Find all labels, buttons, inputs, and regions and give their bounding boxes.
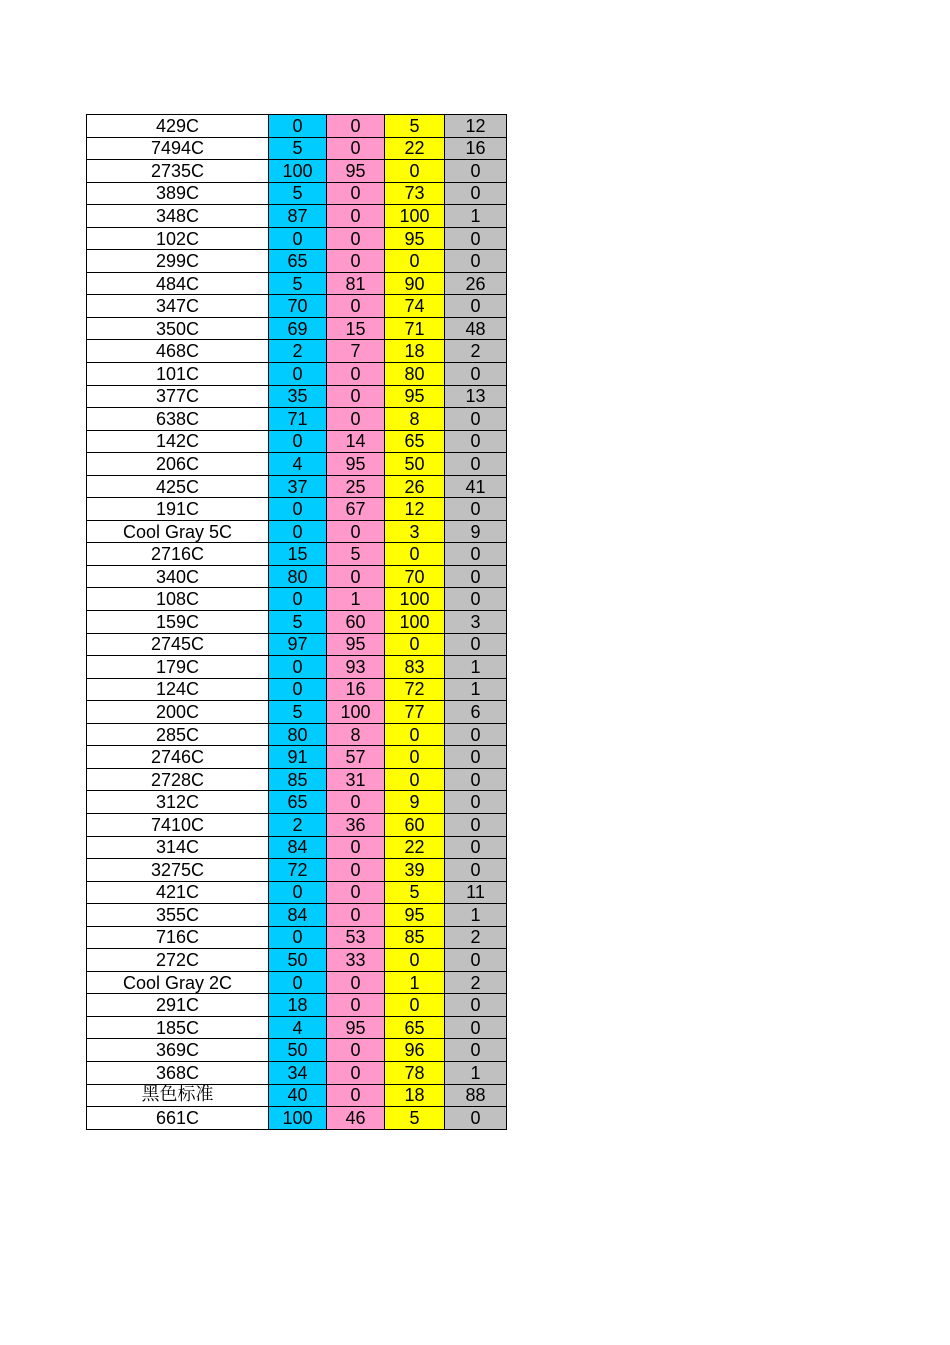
- black-value-cell: 0: [445, 723, 507, 746]
- table-row: [87, 1061, 507, 1084]
- color-name-cell: 2716C: [87, 543, 269, 566]
- yellow-value-cell: 60: [385, 813, 445, 836]
- magenta-value-cell: 0: [327, 363, 385, 386]
- cyan-value-cell: 5: [269, 611, 327, 634]
- color-name-cell: 191C: [87, 498, 269, 521]
- magenta-value-cell: 0: [327, 791, 385, 814]
- color-name-cell: 468C: [87, 340, 269, 363]
- table-row: [87, 498, 507, 521]
- yellow-value-cell: 0: [385, 746, 445, 769]
- yellow-value-cell: 72: [385, 678, 445, 701]
- yellow-value-cell: 0: [385, 160, 445, 183]
- yellow-value-cell: 0: [385, 250, 445, 273]
- table-row: [87, 160, 507, 183]
- yellow-value-cell: 95: [385, 385, 445, 408]
- cyan-value-cell: 70: [269, 295, 327, 318]
- color-name-cell: 484C: [87, 272, 269, 295]
- cyan-value-cell: 97: [269, 633, 327, 656]
- table-row: [87, 182, 507, 205]
- table-row: [87, 813, 507, 836]
- table-row: [87, 904, 507, 927]
- color-name-cell: 101C: [87, 363, 269, 386]
- magenta-value-cell: 0: [327, 994, 385, 1017]
- color-name-cell: 389C: [87, 182, 269, 205]
- pantone-cmyk-table: [86, 114, 507, 1130]
- color-name-cell: 285C: [87, 723, 269, 746]
- black-value-cell: 1: [445, 904, 507, 927]
- magenta-value-cell: 31: [327, 768, 385, 791]
- magenta-value-cell: 15: [327, 317, 385, 340]
- magenta-value-cell: 0: [327, 385, 385, 408]
- magenta-value-cell: 7: [327, 340, 385, 363]
- color-name-cell: 350C: [87, 317, 269, 340]
- table-row: [87, 1016, 507, 1039]
- yellow-value-cell: 9: [385, 791, 445, 814]
- magenta-value-cell: 0: [327, 137, 385, 160]
- cyan-value-cell: 0: [269, 678, 327, 701]
- magenta-value-cell: 60: [327, 611, 385, 634]
- black-value-cell: 0: [445, 836, 507, 859]
- black-value-cell: 2: [445, 340, 507, 363]
- color-name-cell: 黑色标准: [87, 1084, 269, 1107]
- color-name-cell: 142C: [87, 430, 269, 453]
- color-name-cell: 421C: [87, 881, 269, 904]
- magenta-value-cell: 95: [327, 160, 385, 183]
- magenta-value-cell: 0: [327, 115, 385, 138]
- table-row: [87, 656, 507, 679]
- table-row: [87, 340, 507, 363]
- cyan-value-cell: 5: [269, 272, 327, 295]
- table-row: [87, 205, 507, 228]
- color-name-cell: 108C: [87, 588, 269, 611]
- yellow-value-cell: 50: [385, 453, 445, 476]
- table-row: [87, 1084, 507, 1107]
- magenta-value-cell: 0: [327, 205, 385, 228]
- color-name-cell: 312C: [87, 791, 269, 814]
- yellow-value-cell: 0: [385, 994, 445, 1017]
- table-row: [87, 115, 507, 138]
- magenta-value-cell: 0: [327, 1039, 385, 1062]
- magenta-value-cell: 95: [327, 633, 385, 656]
- yellow-value-cell: 5: [385, 115, 445, 138]
- yellow-value-cell: 78: [385, 1061, 445, 1084]
- black-value-cell: 0: [445, 250, 507, 273]
- cyan-value-cell: 2: [269, 813, 327, 836]
- black-value-cell: 0: [445, 859, 507, 882]
- cyan-value-cell: 80: [269, 723, 327, 746]
- cyan-value-cell: 40: [269, 1084, 327, 1107]
- cyan-value-cell: 0: [269, 363, 327, 386]
- black-value-cell: 0: [445, 408, 507, 431]
- color-name-cell: 200C: [87, 701, 269, 724]
- black-value-cell: 0: [445, 565, 507, 588]
- magenta-value-cell: 46: [327, 1107, 385, 1130]
- table-row: [87, 633, 507, 656]
- magenta-value-cell: 1: [327, 588, 385, 611]
- magenta-value-cell: 53: [327, 926, 385, 949]
- black-value-cell: 0: [445, 1016, 507, 1039]
- cyan-value-cell: 0: [269, 520, 327, 543]
- table-row: [87, 881, 507, 904]
- black-value-cell: 6: [445, 701, 507, 724]
- black-value-cell: 1: [445, 205, 507, 228]
- black-value-cell: 26: [445, 272, 507, 295]
- cyan-value-cell: 50: [269, 1039, 327, 1062]
- yellow-value-cell: 5: [385, 881, 445, 904]
- table-row: [87, 994, 507, 1017]
- table-row: [87, 836, 507, 859]
- magenta-value-cell: 95: [327, 453, 385, 476]
- yellow-value-cell: 85: [385, 926, 445, 949]
- color-name-cell: 638C: [87, 408, 269, 431]
- table-row: [87, 611, 507, 634]
- table-row: [87, 1107, 507, 1130]
- black-value-cell: 0: [445, 160, 507, 183]
- black-value-cell: 0: [445, 227, 507, 250]
- table-row: [87, 746, 507, 769]
- black-value-cell: 41: [445, 475, 507, 498]
- black-value-cell: 0: [445, 182, 507, 205]
- color-name-cell: 3275C: [87, 859, 269, 882]
- color-name-cell: 179C: [87, 656, 269, 679]
- yellow-value-cell: 83: [385, 656, 445, 679]
- cyan-value-cell: 0: [269, 115, 327, 138]
- black-value-cell: 0: [445, 949, 507, 972]
- color-name-cell: 314C: [87, 836, 269, 859]
- yellow-value-cell: 100: [385, 611, 445, 634]
- color-name-cell: 661C: [87, 1107, 269, 1130]
- table-row: [87, 859, 507, 882]
- cyan-value-cell: 0: [269, 881, 327, 904]
- black-value-cell: 0: [445, 543, 507, 566]
- black-value-cell: 3: [445, 611, 507, 634]
- yellow-value-cell: 80: [385, 363, 445, 386]
- black-value-cell: 2: [445, 971, 507, 994]
- color-name-cell: 7494C: [87, 137, 269, 160]
- color-name-cell: 2745C: [87, 633, 269, 656]
- table-row: [87, 926, 507, 949]
- yellow-value-cell: 8: [385, 408, 445, 431]
- cyan-value-cell: 100: [269, 1107, 327, 1130]
- black-value-cell: 16: [445, 137, 507, 160]
- magenta-value-cell: 36: [327, 813, 385, 836]
- yellow-value-cell: 95: [385, 904, 445, 927]
- black-value-cell: 1: [445, 1061, 507, 1084]
- table-row: [87, 723, 507, 746]
- yellow-value-cell: 12: [385, 498, 445, 521]
- black-value-cell: 0: [445, 791, 507, 814]
- color-name-cell: 272C: [87, 949, 269, 972]
- color-name-cell: 299C: [87, 250, 269, 273]
- cyan-value-cell: 4: [269, 1016, 327, 1039]
- cyan-value-cell: 100: [269, 160, 327, 183]
- black-value-cell: 0: [445, 746, 507, 769]
- yellow-value-cell: 96: [385, 1039, 445, 1062]
- table-row: [87, 317, 507, 340]
- magenta-value-cell: 0: [327, 520, 385, 543]
- cyan-value-cell: 84: [269, 904, 327, 927]
- magenta-value-cell: 0: [327, 295, 385, 318]
- yellow-value-cell: 0: [385, 768, 445, 791]
- table-row: [87, 768, 507, 791]
- cyan-value-cell: 87: [269, 205, 327, 228]
- black-value-cell: 0: [445, 768, 507, 791]
- cyan-value-cell: 80: [269, 565, 327, 588]
- magenta-value-cell: 0: [327, 182, 385, 205]
- magenta-value-cell: 57: [327, 746, 385, 769]
- color-name-cell: 2746C: [87, 746, 269, 769]
- yellow-value-cell: 100: [385, 205, 445, 228]
- color-name-cell: 159C: [87, 611, 269, 634]
- color-name-cell: 368C: [87, 1061, 269, 1084]
- magenta-value-cell: 0: [327, 408, 385, 431]
- table-body: [87, 115, 507, 1130]
- magenta-value-cell: 0: [327, 227, 385, 250]
- yellow-value-cell: 3: [385, 520, 445, 543]
- yellow-value-cell: 90: [385, 272, 445, 295]
- black-value-cell: 1: [445, 656, 507, 679]
- table-row: [87, 385, 507, 408]
- color-name-cell: 429C: [87, 115, 269, 138]
- yellow-value-cell: 1: [385, 971, 445, 994]
- magenta-value-cell: 33: [327, 949, 385, 972]
- magenta-value-cell: 0: [327, 1084, 385, 1107]
- table-row: [87, 227, 507, 250]
- color-name-cell: 340C: [87, 565, 269, 588]
- table-row: [87, 408, 507, 431]
- cyan-value-cell: 0: [269, 498, 327, 521]
- magenta-value-cell: 0: [327, 1061, 385, 1084]
- magenta-value-cell: 8: [327, 723, 385, 746]
- color-name-cell: 716C: [87, 926, 269, 949]
- cyan-value-cell: 0: [269, 926, 327, 949]
- table-row: [87, 588, 507, 611]
- cyan-value-cell: 91: [269, 746, 327, 769]
- table-row: [87, 565, 507, 588]
- cyan-value-cell: 69: [269, 317, 327, 340]
- magenta-value-cell: 0: [327, 971, 385, 994]
- magenta-value-cell: 0: [327, 904, 385, 927]
- cyan-value-cell: 37: [269, 475, 327, 498]
- yellow-value-cell: 0: [385, 633, 445, 656]
- cyan-value-cell: 84: [269, 836, 327, 859]
- magenta-value-cell: 14: [327, 430, 385, 453]
- black-value-cell: 0: [445, 994, 507, 1017]
- yellow-value-cell: 18: [385, 340, 445, 363]
- black-value-cell: 0: [445, 1039, 507, 1062]
- yellow-value-cell: 73: [385, 182, 445, 205]
- yellow-value-cell: 22: [385, 137, 445, 160]
- magenta-value-cell: 0: [327, 859, 385, 882]
- cyan-value-cell: 65: [269, 250, 327, 273]
- color-name-cell: 185C: [87, 1016, 269, 1039]
- cyan-value-cell: 71: [269, 408, 327, 431]
- yellow-value-cell: 39: [385, 859, 445, 882]
- yellow-value-cell: 95: [385, 227, 445, 250]
- cyan-value-cell: 5: [269, 137, 327, 160]
- black-value-cell: 0: [445, 363, 507, 386]
- cyan-value-cell: 4: [269, 453, 327, 476]
- magenta-value-cell: 25: [327, 475, 385, 498]
- black-value-cell: 9: [445, 520, 507, 543]
- black-value-cell: 0: [445, 498, 507, 521]
- cyan-value-cell: 0: [269, 656, 327, 679]
- black-value-cell: 2: [445, 926, 507, 949]
- table-row: [87, 949, 507, 972]
- cyan-value-cell: 5: [269, 182, 327, 205]
- table-row: [87, 791, 507, 814]
- color-name-cell: Cool Gray 2C: [87, 971, 269, 994]
- yellow-value-cell: 0: [385, 723, 445, 746]
- cyan-value-cell: 0: [269, 588, 327, 611]
- yellow-value-cell: 0: [385, 949, 445, 972]
- yellow-value-cell: 26: [385, 475, 445, 498]
- table-row: [87, 701, 507, 724]
- color-name-cell: 7410C: [87, 813, 269, 836]
- black-value-cell: 12: [445, 115, 507, 138]
- color-name-cell: 377C: [87, 385, 269, 408]
- table-row: [87, 363, 507, 386]
- black-value-cell: 0: [445, 453, 507, 476]
- black-value-cell: 13: [445, 385, 507, 408]
- yellow-value-cell: 5: [385, 1107, 445, 1130]
- black-value-cell: 1: [445, 678, 507, 701]
- magenta-value-cell: 93: [327, 656, 385, 679]
- magenta-value-cell: 16: [327, 678, 385, 701]
- magenta-value-cell: 0: [327, 250, 385, 273]
- magenta-value-cell: 100: [327, 701, 385, 724]
- cyan-value-cell: 5: [269, 701, 327, 724]
- cyan-value-cell: 2: [269, 340, 327, 363]
- yellow-value-cell: 74: [385, 295, 445, 318]
- color-name-cell: 2735C: [87, 160, 269, 183]
- cyan-value-cell: 35: [269, 385, 327, 408]
- yellow-value-cell: 71: [385, 317, 445, 340]
- color-name-cell: 347C: [87, 295, 269, 318]
- magenta-value-cell: 67: [327, 498, 385, 521]
- table-row: [87, 971, 507, 994]
- color-name-cell: Cool Gray 5C: [87, 520, 269, 543]
- black-value-cell: 88: [445, 1084, 507, 1107]
- color-name-cell: 2728C: [87, 768, 269, 791]
- table-row: [87, 475, 507, 498]
- magenta-value-cell: 95: [327, 1016, 385, 1039]
- cyan-value-cell: 50: [269, 949, 327, 972]
- color-name-cell: 291C: [87, 994, 269, 1017]
- yellow-value-cell: 18: [385, 1084, 445, 1107]
- yellow-value-cell: 22: [385, 836, 445, 859]
- cyan-value-cell: 0: [269, 971, 327, 994]
- yellow-value-cell: 65: [385, 1016, 445, 1039]
- table-row: [87, 250, 507, 273]
- cyan-value-cell: 34: [269, 1061, 327, 1084]
- table-row: [87, 520, 507, 543]
- color-name-cell: 425C: [87, 475, 269, 498]
- color-name-cell: 206C: [87, 453, 269, 476]
- table-row: [87, 137, 507, 160]
- black-value-cell: 0: [445, 813, 507, 836]
- magenta-value-cell: 5: [327, 543, 385, 566]
- black-value-cell: 0: [445, 588, 507, 611]
- cyan-value-cell: 18: [269, 994, 327, 1017]
- cyan-value-cell: 72: [269, 859, 327, 882]
- black-value-cell: 0: [445, 633, 507, 656]
- color-name-cell: 102C: [87, 227, 269, 250]
- color-name-cell: 348C: [87, 205, 269, 228]
- color-name-cell: 369C: [87, 1039, 269, 1062]
- color-name-cell: 355C: [87, 904, 269, 927]
- yellow-value-cell: 100: [385, 588, 445, 611]
- magenta-value-cell: 0: [327, 565, 385, 588]
- yellow-value-cell: 65: [385, 430, 445, 453]
- cyan-value-cell: 65: [269, 791, 327, 814]
- color-name-cell: 124C: [87, 678, 269, 701]
- cyan-value-cell: 0: [269, 430, 327, 453]
- table-row: [87, 295, 507, 318]
- cyan-value-cell: 85: [269, 768, 327, 791]
- magenta-value-cell: 0: [327, 881, 385, 904]
- cyan-value-cell: 15: [269, 543, 327, 566]
- table-row: [87, 272, 507, 295]
- black-value-cell: 0: [445, 1107, 507, 1130]
- table-row: [87, 1039, 507, 1062]
- yellow-value-cell: 70: [385, 565, 445, 588]
- yellow-value-cell: 0: [385, 543, 445, 566]
- black-value-cell: 48: [445, 317, 507, 340]
- table-row: [87, 678, 507, 701]
- cyan-value-cell: 0: [269, 227, 327, 250]
- black-value-cell: 0: [445, 295, 507, 318]
- black-value-cell: 0: [445, 430, 507, 453]
- table-row: [87, 543, 507, 566]
- black-value-cell: 11: [445, 881, 507, 904]
- magenta-value-cell: 0: [327, 836, 385, 859]
- magenta-value-cell: 81: [327, 272, 385, 295]
- table-row: [87, 453, 507, 476]
- yellow-value-cell: 77: [385, 701, 445, 724]
- table-row: [87, 430, 507, 453]
